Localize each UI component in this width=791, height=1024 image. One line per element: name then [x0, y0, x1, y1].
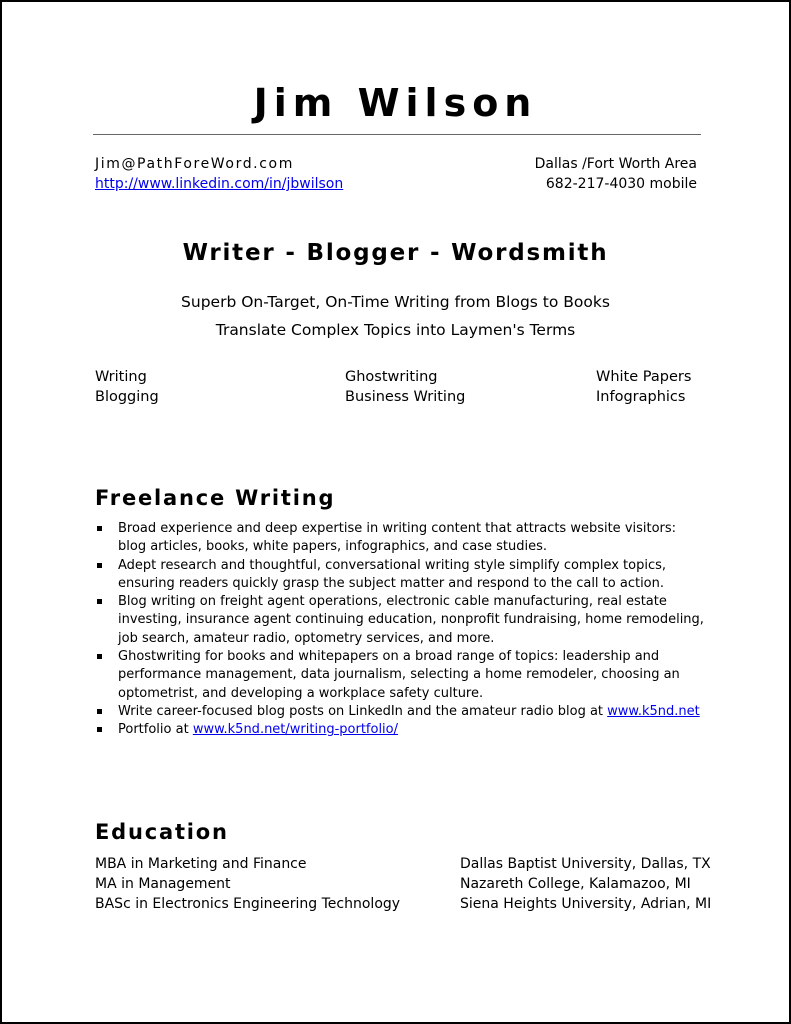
candidate-name: Jim Wilson — [253, 81, 538, 125]
square-bullet-icon — [97, 727, 102, 732]
skill-item: Writing — [95, 369, 147, 385]
school-list — [460, 854, 711, 914]
skills-column — [95, 367, 159, 407]
list-item — [95, 520, 705, 557]
professional-headline: Writer - Blogger - Wordsmith — [182, 240, 609, 266]
skill-item: Blogging — [95, 389, 159, 405]
list-item — [95, 593, 705, 648]
square-bullet-icon — [97, 654, 102, 659]
skills-column — [345, 367, 465, 407]
degree-item: BASc in Electronics Engineering Technology — [95, 896, 401, 912]
tagline-block — [2, 288, 789, 344]
school-item: Nazareth College, Kalamazoo, MI — [460, 876, 691, 892]
tagline: Superb On-Target, On-Time Writing from Blogs to Books — [181, 293, 610, 311]
contact-right — [535, 154, 697, 194]
bullet-text: Write career-focused blog posts on LinkedIn and the amateur radio blog at — [118, 703, 608, 719]
email-address: Jim@PathForeWord.com — [95, 156, 294, 172]
education-section-title: Education — [95, 820, 229, 844]
list-item — [95, 557, 705, 594]
bullet-text: Ghostwriting for books and whitepapers on a broad range of topics: leadership and performance management, data journalism, selecting a home remodeler, choosing an optometrist, and developing a workplace safety culture. — [118, 649, 680, 701]
freelance-section-title: Freelance Writing — [95, 486, 336, 510]
list-item — [95, 648, 705, 703]
linkedin-link[interactable]: http://www.linkedin.com/in/jbwilson — [95, 176, 344, 192]
square-bullet-icon — [97, 709, 102, 714]
bullet-text: Portfolio at — [118, 722, 193, 738]
square-bullet-icon — [97, 563, 102, 568]
degree-list — [95, 854, 400, 914]
skill-item: Business Writing — [345, 389, 466, 405]
skill-item: Ghostwriting — [345, 369, 438, 385]
school-item: Dallas Baptist University, Dallas, TX — [460, 856, 711, 872]
list-item — [95, 703, 705, 721]
degree-item: MA in Management — [95, 876, 231, 892]
freelance-bullet-list — [95, 520, 705, 740]
square-bullet-icon — [97, 599, 102, 604]
bullet-text: Adept research and thoughtful, conversational writing style simplify complex topics, ensuring readers quickly grasp the subject matter and respond to the call to action. — [118, 557, 667, 591]
bullet-text: Blog writing on freight agent operations, electronic cable manufacturing, real estate investing, insurance agent continuing education, nonprofit fundraising, home remodeling, job search, amateur radio, optometry services, and more. — [118, 594, 704, 646]
blog-link[interactable]: www.k5nd.net — [607, 703, 700, 719]
phone-number: 682-217-4030 mobile — [545, 176, 697, 192]
tagline: Translate Complex Topics into Laymen's Terms — [215, 321, 576, 339]
skill-item: Infographics — [596, 389, 686, 405]
location: Dallas /Fort Worth Area — [534, 156, 697, 172]
contact-left — [95, 154, 343, 194]
square-bullet-icon — [97, 526, 102, 531]
portfolio-link[interactable]: www.k5nd.net/writing-portfolio/ — [192, 722, 399, 738]
school-item: Siena Heights University, Adrian, MI — [460, 896, 712, 912]
skill-item: White Papers — [596, 369, 692, 385]
bullet-text: Broad experience and deep expertise in writing content that attracts website visitors: blog articles, books, white papers, infographics, and case studies. — [118, 521, 677, 555]
header-divider — [93, 134, 701, 135]
degree-item: MBA in Marketing and Finance — [95, 856, 307, 872]
list-item — [95, 721, 705, 739]
skills-column — [596, 367, 691, 407]
